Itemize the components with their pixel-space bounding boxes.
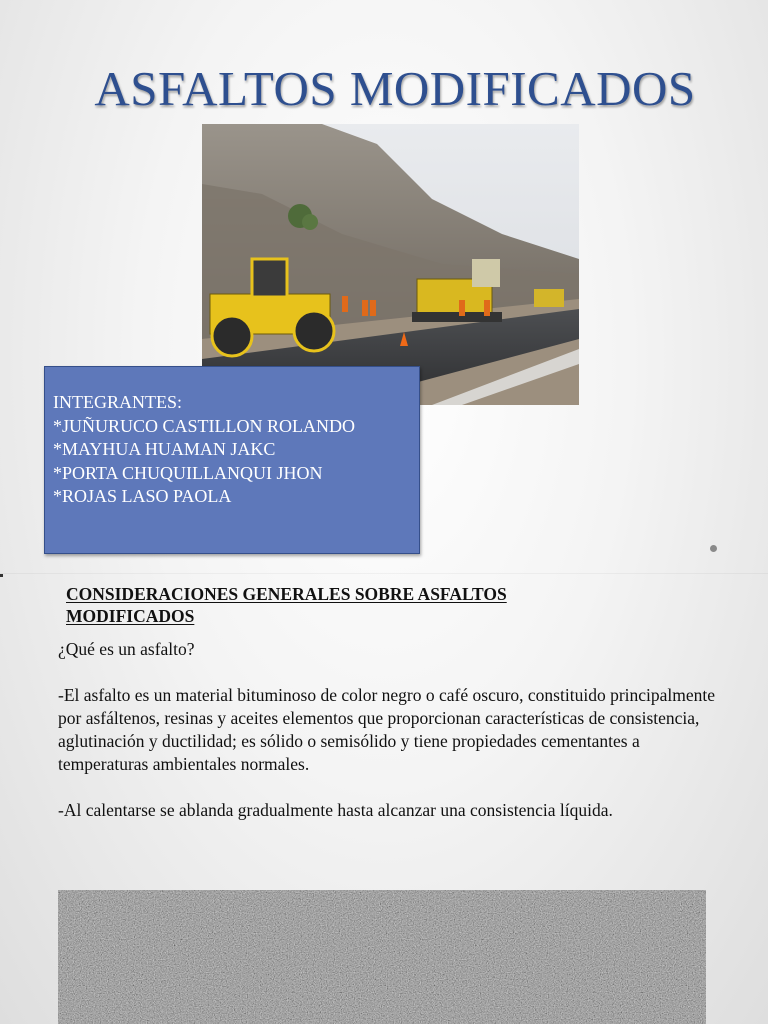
section-heading-line1: CONSIDERACIONES GENERALES SOBRE ASFALTOS — [66, 584, 507, 604]
question-text: ¿Qué es un asfalto? — [58, 639, 195, 659]
member-1: *JUÑURUCO CASTILLON ROLANDO — [53, 415, 356, 436]
section-heading-line2: MODIFICADOS — [66, 606, 195, 626]
slide-divider — [0, 573, 768, 574]
member-3: *PORTA CHUQUILLANQUI JHON — [53, 462, 323, 483]
section-heading — [66, 583, 626, 627]
paragraph-definition: -El asfalto es un material bituminoso de color negro o café oscuro, constituido principalmente por asfáltenos, resinas y aceites elementos que proporcionan características de consistencia, aglutinación y ductilidad; es sólido o semisólido y tiene propiedades cementantes a temperaturas ambientales normales. — [58, 685, 716, 774]
body-text — [58, 638, 718, 822]
member-4: *ROJAS LASO PAOLA — [53, 486, 232, 506]
asphalt-texture-photo — [58, 890, 706, 1024]
bullet-dot — [710, 545, 717, 552]
left-edge-mark — [0, 574, 3, 577]
members-heading: INTEGRANTES: — [53, 392, 182, 412]
slide-title: ASFALTOS MODIFICADOS — [94, 61, 696, 116]
road-paving-photo — [202, 124, 579, 405]
member-2: *MAYHUA HUAMAN JAKC — [53, 439, 276, 459]
paragraph-heating: -Al calentarse se ablanda gradualmente hasta alcanzar una consistencia líquida. — [58, 800, 613, 820]
members-box — [44, 366, 420, 554]
